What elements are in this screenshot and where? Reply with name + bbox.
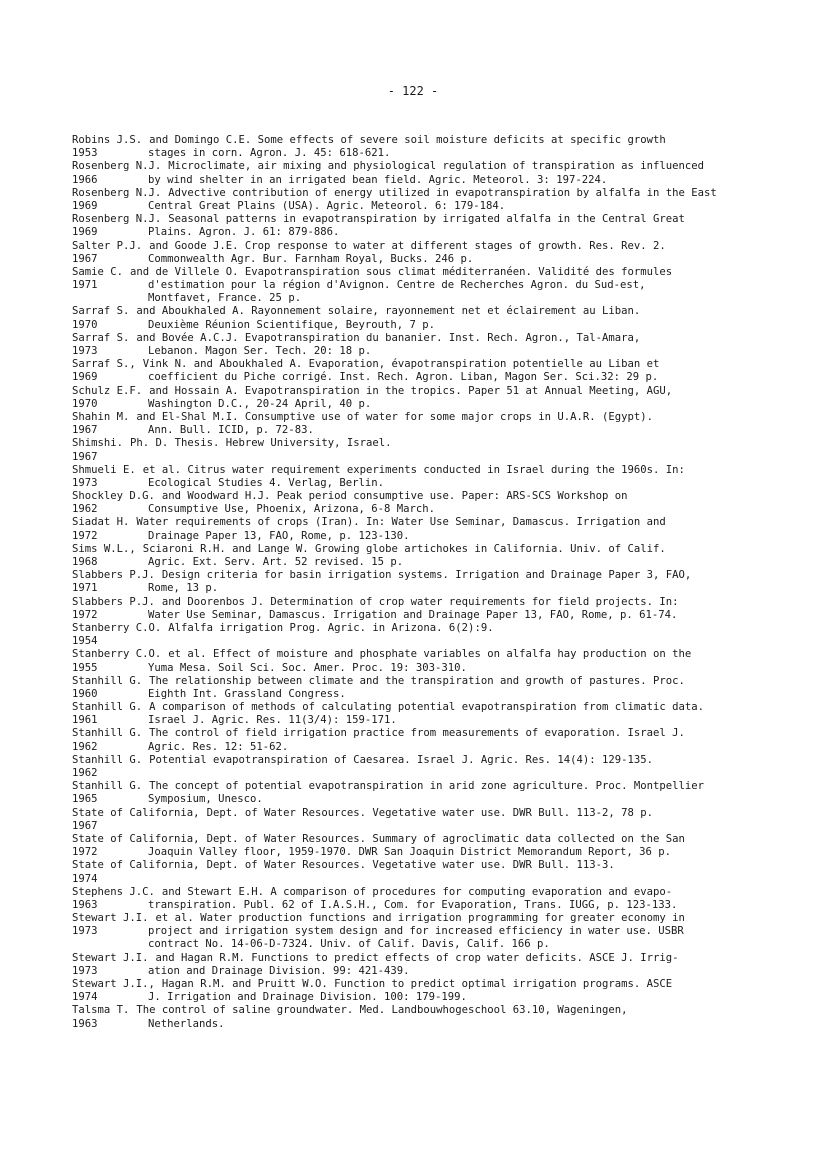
reference-entry xyxy=(72,437,802,463)
reference-author: Shahin M. xyxy=(72,410,130,423)
reference-entry xyxy=(72,187,802,213)
reference-entry xyxy=(72,978,802,1004)
reference-year: 1967 xyxy=(72,819,98,832)
reference-entry xyxy=(72,912,802,952)
reference-first-line xyxy=(72,596,802,609)
reference-author: Samie C. xyxy=(72,265,124,278)
reference-year: 1954 xyxy=(72,635,98,648)
reference-entry xyxy=(72,569,802,595)
reference-line xyxy=(72,279,802,292)
reference-entry xyxy=(72,240,802,266)
reference-text: Ecological Studies 4. Verlag, Berlin. xyxy=(148,476,384,489)
reference-line xyxy=(72,846,802,859)
reference-entry xyxy=(72,727,802,753)
reference-line xyxy=(72,253,802,266)
reference-first-line xyxy=(72,701,802,714)
reference-entry xyxy=(72,332,802,358)
reference-first-line xyxy=(72,411,802,424)
reference-text: Eighth Int. Grassland Congress. xyxy=(148,687,346,700)
reference-author: Slabbers P.J. xyxy=(72,569,155,582)
reference-year: 1966 xyxy=(72,173,98,186)
reference-entry xyxy=(72,266,802,306)
reference-year: 1973 xyxy=(72,925,98,938)
reference-text: The control of field irrigation practice from measurements of evaporation. Israel J. xyxy=(149,727,685,740)
reference-first-line xyxy=(72,385,802,398)
reference-line xyxy=(72,741,802,754)
reference-line xyxy=(72,662,802,675)
reference-year: 1967 xyxy=(72,450,98,463)
reference-author: Slabbers P.J. xyxy=(72,595,155,608)
reference-text: Agric. Ext. Serv. Art. 52 revised. 15 p. xyxy=(148,556,404,568)
reference-year: 1972 xyxy=(72,529,98,542)
reference-text: Washington D.C., 20-24 April, 40 p. xyxy=(148,397,372,410)
reference-first-line xyxy=(72,464,802,477)
reference-author: Siadat H. xyxy=(72,516,130,529)
reference-year: 1962 xyxy=(72,740,98,753)
reference-line xyxy=(72,793,802,806)
reference-entry xyxy=(72,675,802,701)
reference-text: J. Irrigation and Drainage Division. 100: 179-199. xyxy=(148,991,467,1004)
reference-text: Microclimate, air mixing and physiological regulation of transpiration as influenced xyxy=(168,160,705,173)
reference-text: Deuxième Réunion Scientifique, Beyrouth, 7 p. xyxy=(148,318,436,331)
reference-entry xyxy=(72,464,802,490)
reference-entry xyxy=(72,886,802,912)
reference-author: Sims W.L., xyxy=(72,542,136,555)
reference-text: The control of saline groundwater. Med. Landbouwhogeschool 63.10, Wageningen, xyxy=(136,1004,628,1017)
reference-text: by wind shelter in an irrigated bean field. Agric. Meteorol. 3: 197-224. xyxy=(148,173,608,186)
reference-year: 1971 xyxy=(72,582,98,595)
reference-text: Water Use Seminar, Damascus. Irrigation and Drainage Paper 13, FAO, Rome, p. 61-74. xyxy=(148,608,678,621)
reference-text: and Bovée A.C.J. Evapotranspiration du bananier. Inst. Rech. Agron., Tal-Amara, xyxy=(136,331,641,344)
reference-year: 1962 xyxy=(72,767,98,779)
reference-entry xyxy=(72,516,802,542)
reference-entry xyxy=(72,754,802,780)
reference-entry xyxy=(72,134,802,160)
reference-first-line xyxy=(72,754,802,767)
reference-line xyxy=(72,925,802,938)
reference-author: Rosenberg N.J. xyxy=(72,160,162,173)
reference-text xyxy=(148,635,802,648)
reference-line xyxy=(72,530,802,543)
reference-text: Agric. Res. 12: 51-62. xyxy=(148,740,289,753)
reference-line xyxy=(72,451,802,464)
reference-first-line xyxy=(72,859,802,872)
reference-first-line xyxy=(72,569,802,582)
reference-first-line xyxy=(72,213,802,226)
reference-first-line xyxy=(72,675,802,688)
reference-first-line xyxy=(72,266,802,279)
reference-text: Hagan R.M. and Pruitt W.O. Function to predict optimal irrigation programs. ASCE xyxy=(161,978,673,990)
reference-text: Yuma Mesa. Soil Sci. Soc. Amer. Proc. 19: 303-310. xyxy=(148,661,467,674)
reference-entry xyxy=(72,648,802,674)
reference-author: Stewart J.I. xyxy=(72,951,149,964)
reference-author: Salter P.J. xyxy=(72,239,143,252)
reference-text: Plains. Agron. J. 61: 879-886. xyxy=(148,226,340,239)
reference-text: A comparison of methods of calculating potential evapotranspiration from climatic data. xyxy=(149,701,705,714)
reference-text: and Aboukhaled A. Rayonnement solaire, rayonnement net et éclairement au Liban. xyxy=(136,305,641,318)
reference-text xyxy=(148,873,802,886)
reference-year: 1969 xyxy=(72,371,98,384)
reference-author: Shmueli E. xyxy=(72,463,136,476)
reference-text: and de Villele O. Evapotranspiration sous climat méditerranéen. Validité des formules xyxy=(130,265,673,278)
reference-text: et al. Citrus water requirement experiments conducted in Israel during the 1960s. In: xyxy=(142,463,685,476)
reference-year: 1970 xyxy=(72,318,98,331)
reference-line xyxy=(72,226,802,239)
reference-author: Talsma T. xyxy=(72,1004,130,1017)
reference-author: State of California, xyxy=(72,859,200,872)
reference-line xyxy=(72,609,802,622)
reference-text: The relationship between climate and the transpiration and growth of pastures. Proc. xyxy=(149,674,685,687)
reference-entry xyxy=(72,543,802,569)
reference-line xyxy=(72,174,802,187)
reference-first-line xyxy=(72,490,802,503)
reference-first-line xyxy=(72,833,802,846)
reference-line xyxy=(72,938,802,951)
reference-author: Stanhill G. xyxy=(72,701,143,714)
reference-text: Rome, 13 p. xyxy=(148,582,219,595)
reference-author: Stanhill G. xyxy=(72,753,143,766)
reference-author: Stewart J.I., xyxy=(72,978,155,990)
reference-year: 1969 xyxy=(72,199,98,212)
reference-line xyxy=(72,582,802,595)
reference-year: 1965 xyxy=(72,793,98,806)
reference-year: 1973 xyxy=(72,964,98,977)
reference-indent xyxy=(72,292,148,305)
reference-year: 1971 xyxy=(72,279,98,292)
reference-line xyxy=(72,319,802,332)
reference-text: Israel J. Agric. Res. 11(3/4): 159-171. xyxy=(148,714,397,727)
reference-first-line xyxy=(72,912,802,925)
reference-text: coefficient du Piche corrigé. Inst. Rech. Agron. Liban, Magon Ser. Sci.32: 29 p. xyxy=(148,371,659,384)
reference-first-line xyxy=(72,305,802,318)
reference-year: 1967 xyxy=(72,252,98,265)
reference-line xyxy=(72,688,802,701)
reference-author: Shimshi. xyxy=(72,437,124,450)
reference-first-line xyxy=(72,543,802,556)
reference-year: 1968 xyxy=(72,556,98,568)
reference-line xyxy=(72,991,802,1004)
reference-line xyxy=(72,345,802,358)
reference-first-line xyxy=(72,240,802,253)
reference-author: Sarraf S., xyxy=(72,358,136,371)
reference-line xyxy=(72,965,802,978)
reference-first-line xyxy=(72,807,802,820)
reference-author: Stewart J.I. xyxy=(72,912,149,925)
reference-text: and Stewart E.H. A comparison of procedures for computing evaporation and evapo- xyxy=(161,885,673,898)
reference-text: Dept. of Water Resources. Vegetative water use. DWR Bull. 113-2, 78 p. xyxy=(206,806,654,819)
reference-year: 1969 xyxy=(72,226,98,239)
reference-first-line xyxy=(72,648,802,661)
reference-text: and El-Shal M.I. Consumptive use of water for some major crops in U.A.R. (Egypt). xyxy=(136,410,654,423)
reference-text: and Doorenbos J. Determination of crop water requirements for field projects. In: xyxy=(161,595,679,608)
reference-first-line xyxy=(72,622,802,635)
reference-author: Stanberry C.O. xyxy=(72,621,162,634)
reference-text: Ann. Bull. ICID, p. 72-83. xyxy=(148,424,314,437)
reference-author: Robins J.S. xyxy=(72,134,143,146)
reference-line xyxy=(72,556,802,569)
reference-text: Montfavet, France. 25 p. xyxy=(148,292,302,305)
reference-first-line xyxy=(72,358,802,371)
reference-first-line xyxy=(72,134,802,147)
reference-entry xyxy=(72,490,802,516)
reference-text: Alfalfa irrigation Prog. Agric. in Arizona. 6(2):9. xyxy=(168,621,494,634)
reference-text: Advective contribution of energy utilized in evapotranspiration by alfalfa in the East xyxy=(168,186,717,199)
reference-entry xyxy=(72,780,802,806)
reference-text xyxy=(148,451,802,464)
reference-year: 1953 xyxy=(72,147,98,160)
reference-list xyxy=(72,134,802,1031)
reference-line xyxy=(72,767,802,780)
reference-line xyxy=(72,398,802,411)
reference-year: 1972 xyxy=(72,608,98,621)
reference-entry xyxy=(72,160,802,186)
reference-entry xyxy=(72,859,802,885)
reference-year: 1955 xyxy=(72,661,98,674)
reference-author: Sarraf S. xyxy=(72,305,130,318)
reference-first-line xyxy=(72,886,802,899)
page-number: - 122 - xyxy=(387,84,439,98)
reference-text: Seasonal patterns in evapotranspiration by irrigated alfalfa in the Central Great xyxy=(168,213,685,226)
reference-author: Schulz E.F. xyxy=(72,384,143,397)
reference-first-line xyxy=(72,516,802,529)
reference-entry xyxy=(72,807,802,833)
reference-author: Rosenberg N.J. xyxy=(72,186,162,199)
reference-entry xyxy=(72,411,802,437)
reference-text: Ph. D. Thesis. Hebrew University, Israel. xyxy=(130,437,392,450)
reference-year: 1967 xyxy=(72,424,98,437)
reference-first-line xyxy=(72,187,802,200)
reference-text: and Hagan R.M. Functions to predict effects of crop water deficits. ASCE J. Irrig- xyxy=(155,951,679,964)
reference-line xyxy=(72,147,802,160)
reference-text: et al. Water production functions and irrigation programming for greater economy in xyxy=(155,912,685,925)
reference-text: Design criteria for basin irrigation systems. Irrigation and Drainage Paper 3, FAO, xyxy=(161,569,692,582)
reference-first-line xyxy=(72,1004,802,1017)
reference-author: Sarraf S. xyxy=(72,331,130,344)
reference-first-line xyxy=(72,780,802,793)
reference-line xyxy=(72,635,802,648)
reference-line xyxy=(72,820,802,833)
reference-text: Potential evapotranspiration of Caesarea. Israel J. Agric. Res. 14(4): 129-135. xyxy=(149,753,654,766)
reference-text: Sciaroni R.H. and Lange W. Growing globe artichokes in California. Univ. of Calif. xyxy=(142,542,666,555)
reference-year: 1963 xyxy=(72,898,98,911)
reference-text: Water requirements of crops (Iran). In: Water Use Seminar, Damascus. Irrigation and xyxy=(136,516,666,529)
reference-text: Consumptive Use, Phoenix, Arizona, 6-8 March. xyxy=(148,503,436,516)
reference-first-line xyxy=(72,160,802,173)
reference-first-line xyxy=(72,978,802,991)
reference-entry xyxy=(72,833,802,859)
reference-entry xyxy=(72,213,802,239)
reference-text: Vink N. and Aboukhaled A. Evaporation, évapotranspiration potentielle au Liban et xyxy=(142,358,660,371)
reference-text: Symposium, Unesco. xyxy=(148,793,263,806)
reference-text: and Hossain A. Evapotranspiration in the tropics. Paper 51 at Annual Meeting, AGU, xyxy=(149,384,673,397)
reference-author: Stanberry C.O. xyxy=(72,648,162,661)
reference-year: 1973 xyxy=(72,345,98,357)
reference-author: State of California, xyxy=(72,806,200,819)
reference-text xyxy=(148,820,802,833)
reference-text: transpiration. Publ. 62 of I.A.S.H., Com. for Evaporation, Trans. IUGG, p. 123-133. xyxy=(148,898,678,911)
reference-author: Stephens J.C. xyxy=(72,885,155,898)
reference-text: Drainage Paper 13, FAO, Rome, p. 123-130. xyxy=(148,529,410,542)
reference-line xyxy=(72,371,802,384)
reference-text: Joaquin Valley floor, 1959-1970. DWR San Joaquin District Memorandum Report, 36 p. xyxy=(148,846,671,859)
reference-line xyxy=(72,899,802,912)
reference-text: contract No. 14-06-D-7324. Univ. of Calif. Davis, Calif. 166 p. xyxy=(148,938,550,951)
reference-entry xyxy=(72,385,802,411)
reference-indent xyxy=(72,938,148,951)
reference-entry xyxy=(72,701,802,727)
reference-author: Rosenberg N.J. xyxy=(72,213,162,226)
reference-entry xyxy=(72,952,802,978)
reference-line xyxy=(72,503,802,516)
reference-entry xyxy=(72,596,802,622)
reference-line xyxy=(72,1018,802,1031)
reference-author: State of California, xyxy=(72,832,200,845)
reference-text: Dept. of Water Resources. Vegetative water use. DWR Bull. 113-3. xyxy=(206,859,615,872)
reference-text: Netherlands. xyxy=(148,1017,225,1030)
reference-author: Shockley D.G. xyxy=(72,490,155,503)
reference-year: 1973 xyxy=(72,476,98,489)
reference-line xyxy=(72,873,802,886)
reference-text: and Goode J.E. Crop response to water at different stages of growth. Res. Rev. 2. xyxy=(149,239,666,252)
reference-text: et al. Effect of moisture and phosphate variables on alfalfa hay production on the xyxy=(168,648,692,661)
reference-text: Commonwealth Agr. Bur. Farnham Royal, Bucks. 246 p. xyxy=(148,252,474,265)
reference-line xyxy=(72,424,802,437)
reference-year: 1974 xyxy=(72,991,98,1004)
reference-year: 1972 xyxy=(72,846,98,859)
reference-line xyxy=(72,292,802,305)
reference-first-line xyxy=(72,332,802,345)
reference-text: Dept. of Water Resources. Summary of agroclimatic data collected on the San xyxy=(206,832,685,845)
reference-year: 1963 xyxy=(72,1017,98,1030)
reference-first-line xyxy=(72,952,802,965)
reference-text: and Domingo C.E. Some effects of severe soil moisture deficits at specific growth xyxy=(149,134,666,146)
reference-year: 1974 xyxy=(72,872,98,885)
reference-text: and Woodward H.J. Peak period consumptive use. Paper: ARS-SCS Workshop on xyxy=(161,490,628,503)
reference-first-line xyxy=(72,727,802,740)
reference-line xyxy=(72,714,802,727)
reference-text: The concept of potential evapotranspiration in arid zone agriculture. Proc. Montpellier xyxy=(149,780,705,793)
reference-text: d'estimation pour la région d'Avignon. Centre de Recherches Agron. du Sud-est, xyxy=(148,279,646,292)
reference-author: Stanhill G. xyxy=(72,674,143,687)
reference-year: 1960 xyxy=(72,687,98,700)
reference-text: project and irrigation system design and for increased efficiency in water use. USBR xyxy=(148,925,684,938)
reference-text: ation and Drainage Division. 99: 421-439. xyxy=(148,964,410,977)
reference-entry xyxy=(72,622,802,648)
reference-entry xyxy=(72,305,802,331)
reference-text: Central Great Plains (USA). Agric. Meteorol. 6: 179-184. xyxy=(148,199,506,212)
reference-entry xyxy=(72,1004,802,1030)
reference-text: Lebanon. Magon Ser. Tech. 20: 18 p. xyxy=(148,345,372,357)
reference-text xyxy=(148,767,802,780)
reference-text: stages in corn. Agron. J. 45: 618-621. xyxy=(148,147,391,160)
reference-first-line xyxy=(72,437,802,450)
reference-year: 1970 xyxy=(72,397,98,410)
reference-line xyxy=(72,200,802,213)
reference-year: 1962 xyxy=(72,503,98,516)
reference-year: 1961 xyxy=(72,714,98,727)
reference-author: Stanhill G. xyxy=(72,727,143,740)
reference-author: Stanhill G. xyxy=(72,780,143,793)
reference-line xyxy=(72,477,802,490)
reference-entry xyxy=(72,358,802,384)
